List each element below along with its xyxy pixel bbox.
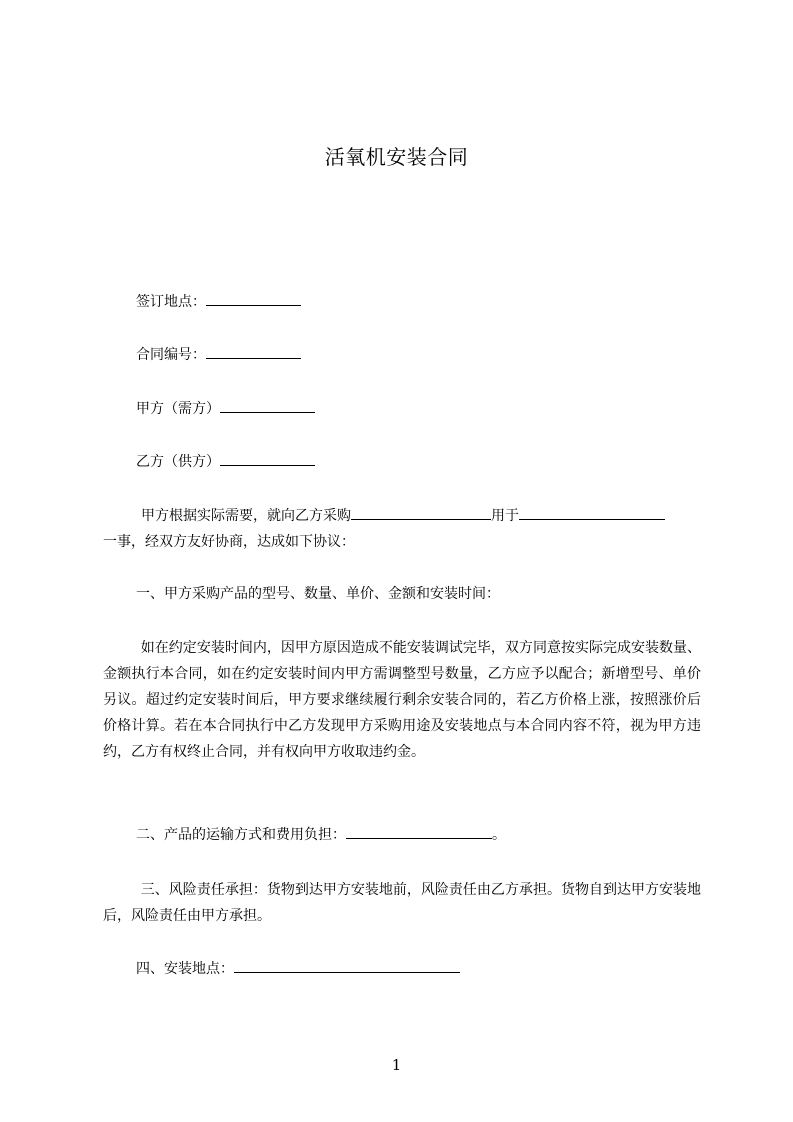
section2-heading: 二、产品的运输方式和费用负担：	[136, 827, 346, 843]
intro-text-3: 一事，经双方友好协商，达成如下协议：	[103, 534, 355, 550]
contract-number-blank	[206, 344, 301, 359]
section3-text: 三、风险责任承担：货物到达甲方安装地前，风险责任由乙方承担。货物自到达甲方安装地后，风险责任由甲方承担。	[103, 882, 701, 924]
intro-text-1: 甲方根据实际需要，就向乙方采购	[141, 508, 351, 524]
party-a-blank	[220, 398, 315, 413]
contract-number-field	[103, 344, 734, 365]
section4-line	[103, 958, 734, 979]
sign-place-field	[103, 291, 734, 312]
sign-place-blank	[206, 291, 301, 306]
document-title: 活氧机安装合同	[324, 145, 469, 169]
section3-paragraph	[103, 877, 701, 929]
party-b-field	[103, 451, 734, 472]
section1-body-text: 如在约定安装时间内，因甲方原因造成不能安装调试完毕，双方同意按实际完成安装数量、金额执行本合同，如在约定安装时间内甲方需调整型号数量，乙方应予以配合；新增型号、单价另议。超过约定安装时间后，甲方要求继续履行剩余安装合同的，若乙方价格上涨，按照涨价后价格计算。若在本合同执行中乙方发现甲方采购用途及安装地点与本合同内容不符，视为甲方违约，乙方有权终止合同，并有权向甲方收取违约金。	[103, 640, 701, 760]
sign-place-label: 签订地点：	[136, 294, 206, 310]
intro-text-2: 用于	[491, 508, 519, 524]
intro-paragraph	[103, 503, 701, 555]
party-a-field	[103, 398, 734, 419]
install-location-blank	[234, 958, 460, 973]
section1-heading: 一、甲方采购产品的型号、数量、单价、金额和安装时间：	[136, 586, 500, 602]
contract-number-label: 合同编号：	[136, 347, 206, 363]
page-number: 1	[391, 1056, 402, 1074]
party-b-blank	[220, 451, 315, 466]
section4-heading: 四、安装地点：	[136, 961, 234, 977]
product-blank	[351, 505, 491, 520]
purpose-blank	[519, 505, 665, 520]
section1-body	[103, 635, 701, 765]
transport-blank	[346, 824, 492, 839]
section2-end: 。	[492, 827, 506, 843]
party-b-label: 乙方（供方）	[136, 454, 220, 470]
party-a-label: 甲方（需方）	[136, 401, 220, 417]
section2-line	[103, 824, 734, 845]
